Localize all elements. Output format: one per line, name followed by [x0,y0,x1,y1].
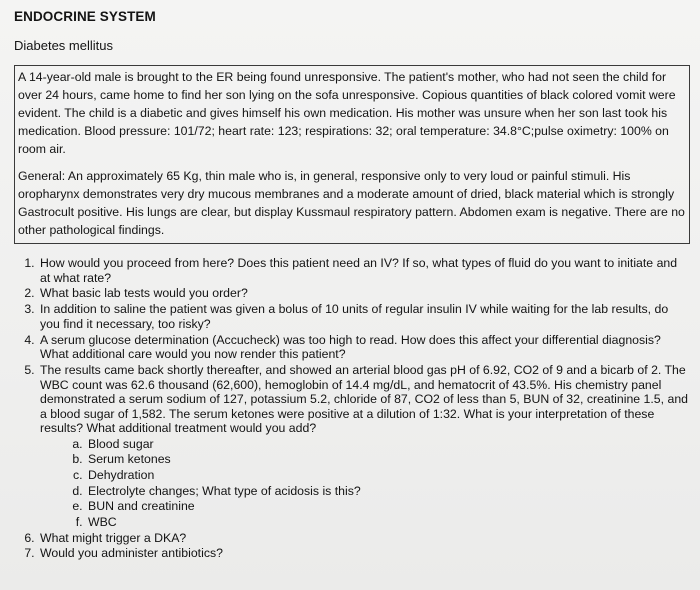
question-item [38,363,690,530]
question-item: 6. What might trigger a DKA? [38,531,690,546]
case-box [14,65,690,244]
question-list [14,256,690,561]
question-item: 3. In addition to saline the patient was given a bolus of 10 units of regular insulin IV while waiting for the lab results, do you find it necessary, too risky? [38,302,690,331]
subquestion-item: c. Dehydration [86,468,690,483]
subquestion-item: b. Serum ketones [86,452,690,467]
question-item: 2. What basic lab tests would you order? [38,286,690,301]
document-title: ENDOCRINE SYSTEM [14,9,156,24]
subquestion-list [40,437,690,530]
subquestion-item: f. WBC [86,515,690,530]
case-paragraph: A 14-year-old male is brought to the ER being found unresponsive. The patient's mother, who had not seen the child for over 24 hours, came home to find her son lying on the sofa unresponsive. Copious quantities of black colored vomit were evident. The child is a diabetic and gives himself his own medication. His mother was unsure when her son last took his medication. Blood pressure: 101/72; heart rate: 123; respirations: 32; oral temperature: 34.8°C;pulse oximetry: 100% on room air. [18,70,676,156]
subquestion-item: e. BUN and creatinine [86,499,690,514]
question-text: The results came back shortly thereafter, and showed an arterial blood gas pH of 6.92, CO2 of 9 and a bicarb of 2. The WBC count was 62.6 thousand (62,600), hemoglobin of 14.4 mg/dL, and hematocrit of 43.5%. His chemistry panel demonstrated a serum sodium of 127, potassium 5.2, chloride of 87, CO2 of less than 5, BUN of 32, creatinine 1.5, and a blood sugar of 1,582. The serum ketones were positive at a dilution of 1:32. What is your interpretation of these results? What additional treatment would you add? [40,362,688,436]
subquestion-item: d. Electrolyte changes; What type of acidosis is this? [86,484,690,499]
question-item: 7. Would you administer antibiotics? [38,546,690,561]
subquestion-item: a. Blood sugar [86,437,690,452]
question-item: 1. How would you proceed from here? Does this patient need an IV? If so, what types of fluid do you want to initiate and at what rate? [38,256,690,285]
document-subtitle: Diabetes mellitus [14,38,113,53]
general-exam-paragraph: General: An approximately 65 Kg, thin male who is, in general, responsive only to very loud or painful stimuli. His oropharynx demonstrates very dry mucous membranes and a moderate amount of dried, black material which is strongly Gastrocult positive. His lungs are clear, but display Kussmaul respiratory pattern. Abdomen exam is negative. There are no other pathological findings. [18,169,685,237]
question-item: 4. A serum glucose determination (Accucheck) was too high to read. How does this affect your differential diagnosis? What additional care would you now render this patient? [38,333,690,362]
